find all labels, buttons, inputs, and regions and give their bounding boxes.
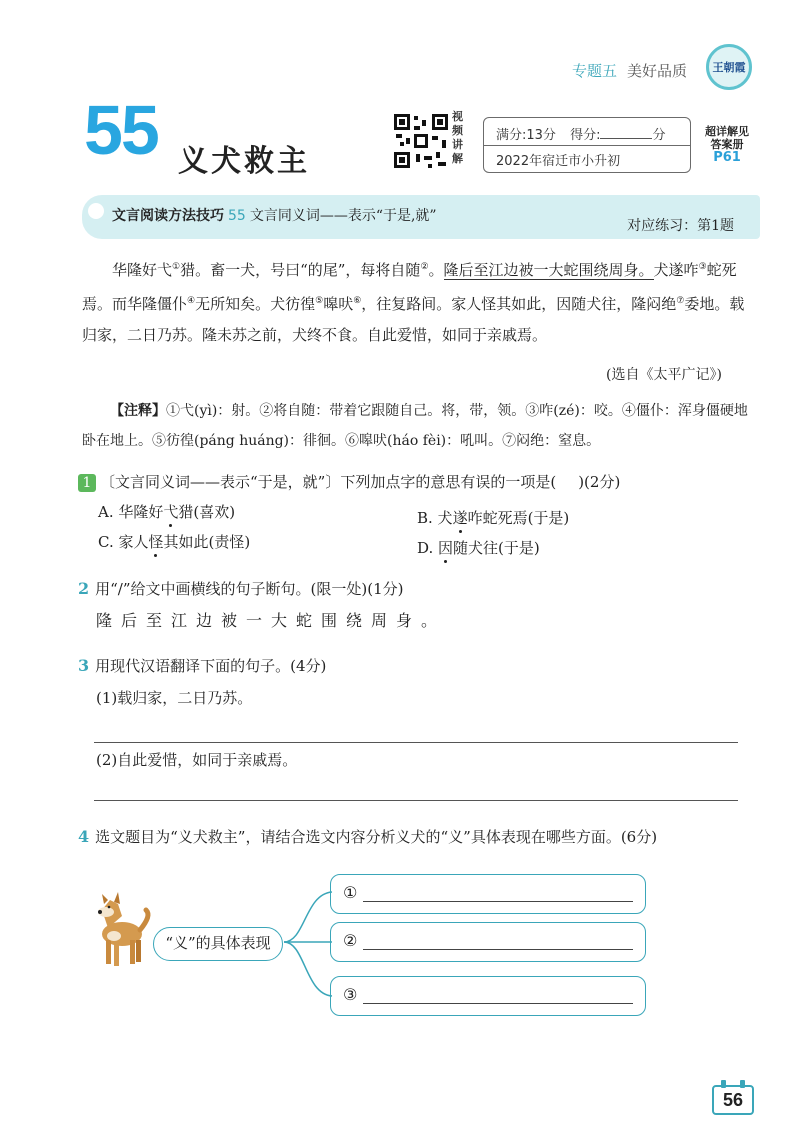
note-ref: ① <box>172 262 181 272</box>
topic-header <box>572 60 687 81</box>
option-text: B. 犬 <box>417 509 453 527</box>
note-ref: ② <box>420 262 429 272</box>
note-ref: ⑤ <box>315 296 324 306</box>
question-4 <box>78 826 657 847</box>
notes-text: ①弋(yì)：射。②将自随：带着它跟随自己。将，带，领。③咋(zé)：咬。④僵仆：浑身僵硬地卧在地上。⑤彷徨(páng huáng)：徘徊。⑥嗥吠(háo fèi)：吼叫。⑦闷绝：窒息。 <box>82 403 748 449</box>
passage-text: ，往复路间。家人怪其如此，因随犬往，隆闷绝 <box>361 295 677 313</box>
diagram-center-node: “义”的具体表现 <box>153 927 283 961</box>
note-ref: ③ <box>698 262 707 272</box>
question-2-sentence[interactable]: 隆后至江边被一大蛇围绕周身。 <box>96 611 447 630</box>
annotations <box>82 396 758 456</box>
question-1-number: 1 <box>78 474 96 492</box>
passage-text: 委地。载归家，二日乃苏。隆未苏之前，犬终不食。自此爱惜，如同于亲戚焉。 <box>82 295 745 344</box>
lesson-number: 55 <box>84 91 158 169</box>
got-score-label: 得分: <box>570 128 601 143</box>
lesson-title: 义犬救主 <box>178 144 310 179</box>
method-banner <box>82 195 760 239</box>
calendar-tab-icon <box>740 1080 745 1088</box>
option-d[interactable] <box>417 537 540 558</box>
passage-text: 蛇死焉。而华隆僵仆 <box>82 261 737 313</box>
branch-3-label: ③ <box>343 985 358 1004</box>
branch-box-3[interactable] <box>330 976 646 1016</box>
passage-text: 。 <box>428 261 444 279</box>
score-line <box>496 124 665 143</box>
qr-video-label: 视频讲解 <box>452 110 463 165</box>
branch-1-answer-line[interactable] <box>363 901 633 902</box>
question-1-text-b: )(2分) <box>578 473 621 491</box>
option-text: 猎(喜欢) <box>178 503 236 521</box>
calendar-tab-icon <box>721 1080 726 1088</box>
practice-reference: 对应练习：第1题 <box>627 218 734 234</box>
dotted-char: 遂 <box>452 509 468 527</box>
page-number <box>712 1085 754 1115</box>
question-3-text: 用现代汉语翻译下面的句子。(4分) <box>95 657 327 675</box>
passage-source: (选自《太平广记》) <box>606 367 722 383</box>
branch-3-answer-line[interactable] <box>363 1003 633 1004</box>
passage-paragraph <box>82 252 758 351</box>
option-text: D. <box>417 539 439 557</box>
note-ref: ④ <box>187 296 196 306</box>
branch-box-2[interactable] <box>330 922 646 962</box>
score-blank[interactable] <box>600 126 652 139</box>
option-b[interactable] <box>417 507 569 528</box>
question-1 <box>78 471 620 492</box>
answer-line2: 答案册 <box>710 138 744 151</box>
answer-page: P61 <box>713 150 741 165</box>
method-description: 文言同义词——表示“于是,就” <box>249 208 437 224</box>
note-ref: ⑥ <box>353 296 362 306</box>
score-box <box>483 117 691 173</box>
note-ref: ⑦ <box>676 296 685 306</box>
passage-text: 犬遂咋 <box>653 261 699 279</box>
option-text: 随犬往(于是) <box>453 539 540 557</box>
topic-tag: 专题五 <box>572 62 618 80</box>
question-3-sentence-1: (1)载归家，二日乃苏。 <box>96 689 253 707</box>
question-1-text-a: 〔文言同义词——表示“于是，就”〕下列加点字的意思有误的一项是( <box>100 473 557 491</box>
branch-1-label: ① <box>343 883 358 902</box>
dotted-char: 弋 <box>163 503 179 521</box>
question-2-number: 2 <box>78 579 90 598</box>
dog-illustration <box>88 890 154 970</box>
question-4-number: 4 <box>78 827 90 846</box>
answer-line1: 超详解见 <box>705 125 749 138</box>
classical-passage <box>82 252 758 351</box>
question-2 <box>78 578 404 599</box>
answer-reference <box>696 125 758 164</box>
qr-code-icon[interactable] <box>392 112 450 170</box>
underlined-sentence: 隆后至江边被一大蛇围绕周身。 <box>443 261 654 279</box>
dotted-char: 因 <box>438 539 454 557</box>
answer-line-2[interactable] <box>94 800 738 801</box>
question-3-number: 3 <box>78 656 90 675</box>
branch-2-answer-line[interactable] <box>363 949 633 950</box>
passage-text: 嗥吠 <box>323 295 354 313</box>
score-divider <box>484 145 690 146</box>
branch-2-label: ② <box>343 931 358 950</box>
branch-box-1[interactable] <box>330 874 646 914</box>
question-3 <box>78 655 326 676</box>
answer-line-1[interactable] <box>94 742 738 743</box>
passage-text: 无所知矣。犬彷徨 <box>195 295 316 313</box>
option-c[interactable] <box>98 531 250 552</box>
brand-logo <box>706 44 752 90</box>
method-label: 文言阅读方法技巧 <box>112 208 224 224</box>
page-number-text: 56 <box>722 1090 744 1110</box>
exam-source: 2022年宿迁市小升初 <box>496 154 621 169</box>
option-text: C. 家人 <box>98 533 149 551</box>
banner-dot-icon <box>88 203 104 219</box>
option-text: A. 华隆好 <box>98 503 164 521</box>
method-text <box>112 205 437 225</box>
passage-text: 猎。畜一犬，号曰“的尾”，每将自随 <box>180 261 421 279</box>
score-unit: 分 <box>652 128 666 143</box>
option-text: 咋蛇死焉(于是) <box>467 509 570 527</box>
question-3-sentence-2: (2)自此爱惜，如同于亲戚焉。 <box>96 751 298 769</box>
method-number: 55 <box>228 208 246 224</box>
question-2-text: 用“/”给文中画横线的句子断句。(限一处)(1分) <box>95 580 404 598</box>
passage-text: 华隆好弋 <box>112 261 173 279</box>
topic-name: 美好品质 <box>627 62 688 80</box>
notes-label: 【注释】 <box>110 403 166 419</box>
question-4-text: 选文题目为“义犬救主”，请结合选文内容分析义犬的“义”具体表现在哪些方面。(6分) <box>95 828 658 846</box>
full-score: 满分:13分 <box>496 128 556 143</box>
brand-logo-text: 王朝霞 <box>712 61 746 74</box>
option-a[interactable] <box>98 501 235 522</box>
option-text: 其如此(责怪) <box>163 533 251 551</box>
dotted-char: 怪 <box>148 533 164 551</box>
